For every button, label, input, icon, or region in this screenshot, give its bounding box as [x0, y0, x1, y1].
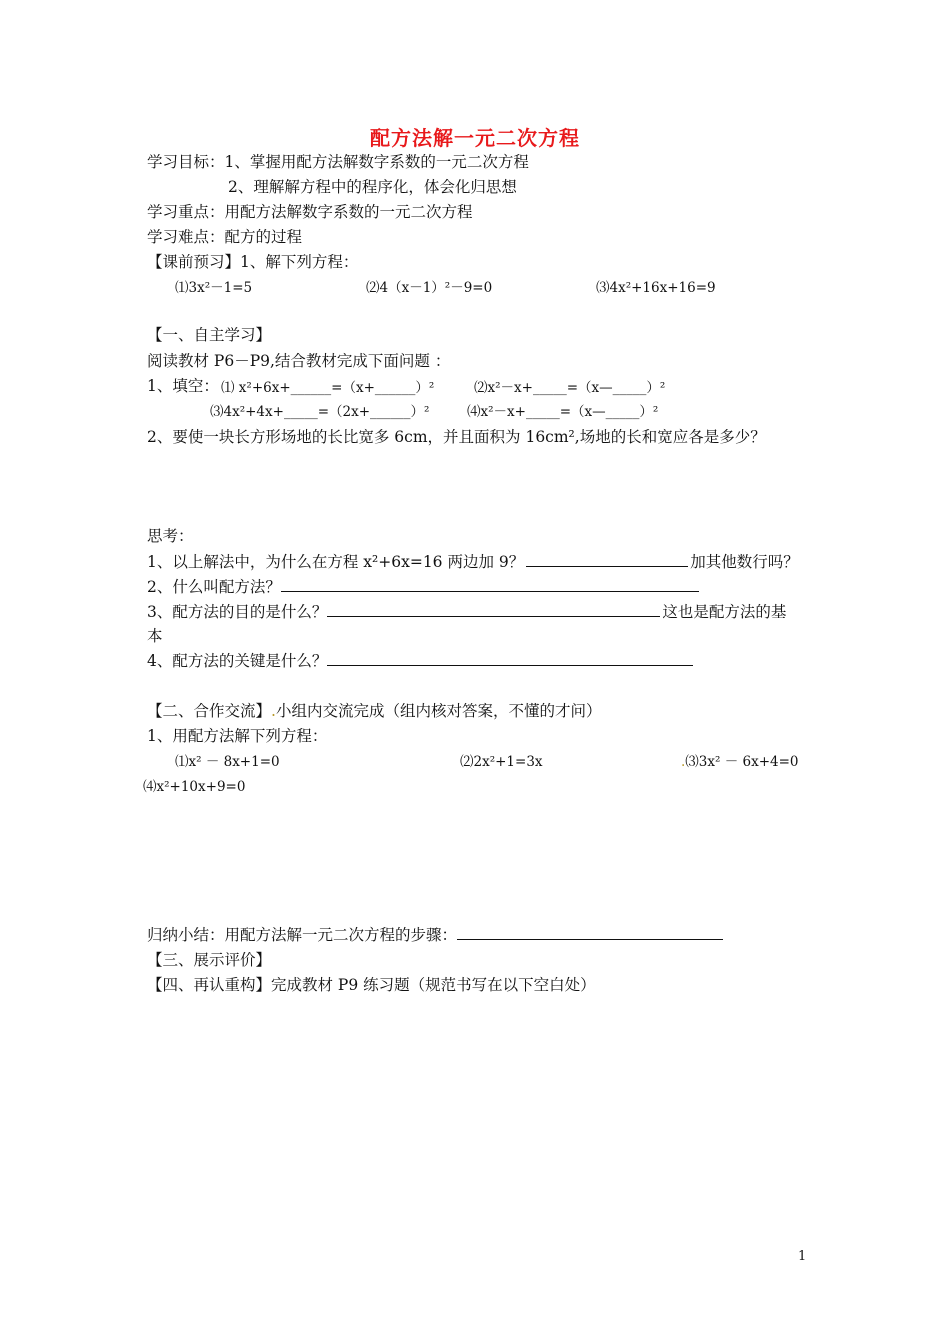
think-question-1-text: 1、以上解法中，为什么在方程 x²+6x=16 两边加 9？ [147, 553, 525, 571]
preview-equation-1: ⑴3x²－1=5 [175, 280, 253, 296]
fill-blank-3: ⑶4x²+4x+_____=（2x+______）² [210, 404, 430, 420]
think-question-2-text: 2、什么叫配方法？ [147, 578, 281, 596]
marker-dot: . [271, 702, 276, 720]
answer-blank-2[interactable] [281, 577, 699, 592]
think-question-1 [147, 552, 799, 572]
summary-line [147, 925, 723, 945]
page-number: 1 [798, 1249, 807, 1264]
practice-equation-3-line [681, 752, 799, 772]
goals-label: 学习目标： [147, 153, 225, 171]
section-3-heading: 【三、展示评价】 [147, 951, 272, 969]
think-question-4 [147, 651, 693, 671]
fill-blank-label: 1、填空： [147, 377, 219, 395]
rectangle-question: 2、要使一块长方形场地的长比宽多 6cm，并且面积为 16cm²,场地的长和宽应各是多少？ [147, 428, 766, 446]
learning-goals-line-1 [147, 152, 529, 172]
summary-text: 归纳小结：用配方法解一元二次方程的步骤： [147, 926, 458, 944]
answer-blank-4[interactable] [327, 651, 693, 666]
section-4-heading: 【四、再认重构】完成教材 P9 练习题（规范书写在以下空白处） [147, 976, 596, 994]
fill-blank-2: ⑵x²－x+_____=（x—_____）² [474, 380, 666, 396]
summary-answer-blank[interactable] [457, 925, 723, 940]
section-2-question: 1、用配方法解下列方程： [147, 727, 328, 745]
goal-item-2: 2、理解解方程中的程序化，体会化归思想 [228, 178, 517, 196]
section-2-line [147, 701, 601, 721]
preview-heading: 【课前预习】1、解下列方程： [147, 253, 359, 271]
answer-blank-3[interactable] [327, 602, 660, 617]
learning-focus: 学习重点：用配方法解数字系数的一元二次方程 [147, 203, 473, 221]
preview-equation-2: ⑵4（x－1）²－9=0 [366, 280, 493, 296]
answer-blank-1[interactable] [526, 552, 688, 567]
document-title: 配方法解一元二次方程 [370, 126, 580, 150]
goal-item-1: 1、掌握用配方法解数字系数的一元二次方程 [224, 153, 529, 171]
think-question-3-tail: 这也是配方法的基 [662, 603, 787, 621]
section-2-heading: 【二、合作交流】 [147, 702, 272, 720]
practice-equation-1: ⑴x² － 8x+1=0 [175, 754, 280, 770]
section-2-note: 小组内交流完成（组内核对答案，不懂的才问） [275, 702, 602, 720]
fill-blank-1: ⑴ x²+6x+______=（x+______）² [221, 380, 435, 396]
reading-instruction: 阅读教材 P6－P9,结合教材完成下面问题 ： [147, 352, 451, 370]
think-question-2 [147, 577, 699, 597]
section-1-heading: 【一、自主学习】 [147, 326, 272, 344]
practice-equation-4: ⑷x²+10x+9=0 [143, 779, 246, 795]
marker-dot: . [681, 754, 686, 770]
practice-equation-3: ⑶3x² － 6x+4=0 [685, 754, 799, 770]
think-question-1-tail: 加其他数行吗？ [690, 553, 799, 571]
practice-equation-2: ⑵2x²+1=3x [460, 754, 543, 770]
think-question-3-wrap: 本 [147, 627, 163, 645]
think-question-4-text: 4、配方法的关键是什么？ [147, 652, 328, 670]
think-question-3-text: 3、配方法的目的是什么？ [147, 603, 328, 621]
fill-blank-4: ⑷x²－x+_____=（x—_____）² [467, 404, 659, 420]
think-heading: 思考： [147, 527, 194, 545]
preview-equation-3: ⑶4x²+16x+16=9 [596, 280, 716, 296]
learning-difficulty: 学习难点：配方的过程 [147, 228, 303, 246]
think-question-3 [147, 602, 786, 622]
